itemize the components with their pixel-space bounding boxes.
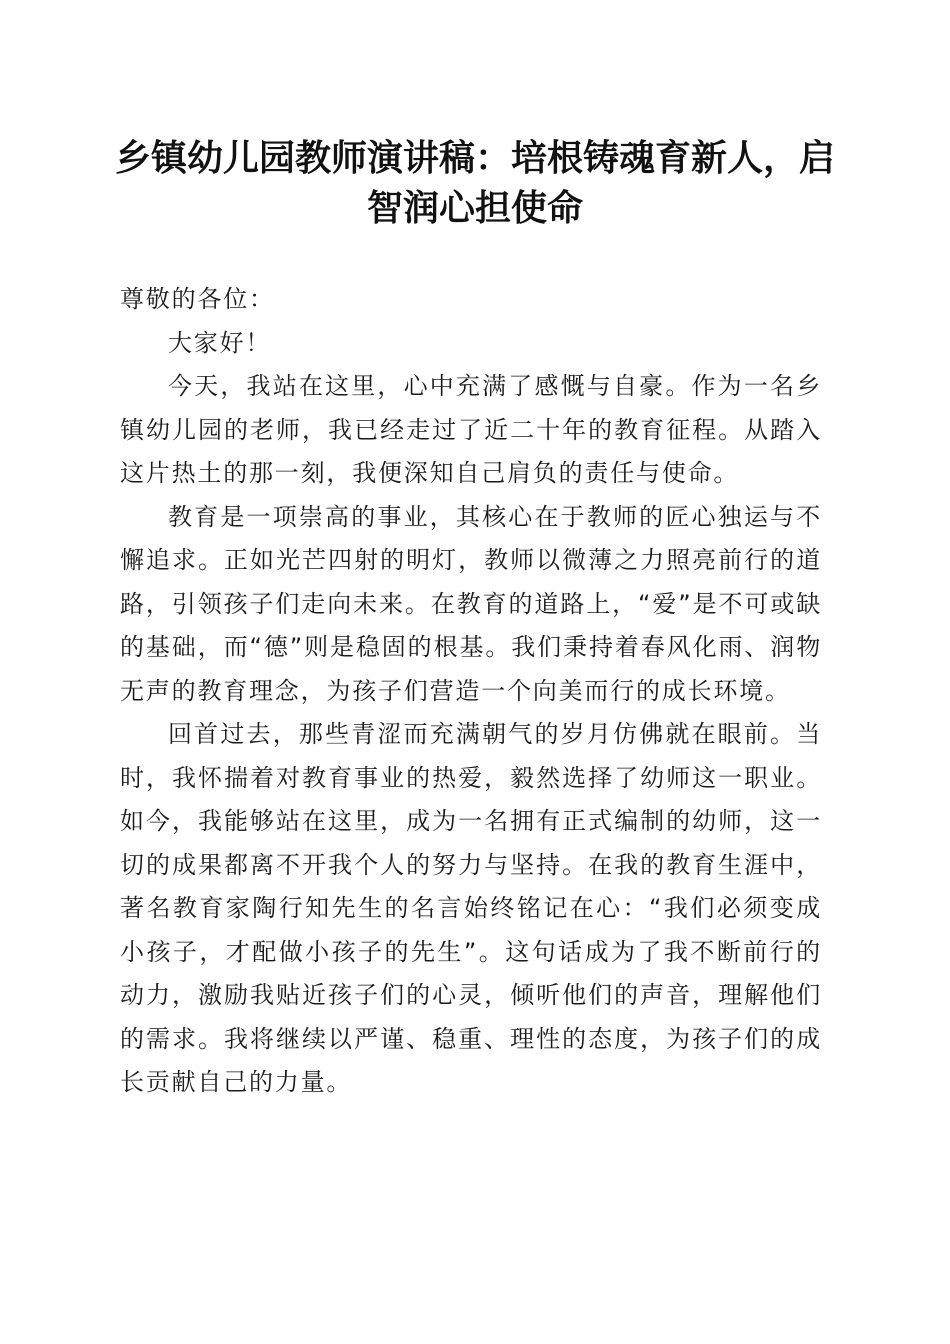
paragraph: 教育是一项崇高的事业，其核心在于教师的匠心独运与不懈追求。正如光芒四射的明灯，教师以微薄之力照亮前行的道路，引领孩子们走向未来。在教育的道路上，“爱”是不可或缺的基础，而“德”则是稳固的根基。我们秉持着春风化雨、润物无声的教育理念，为孩子们营造一个向美而行的成长环境。 xyxy=(120,502,822,705)
document-body xyxy=(120,278,822,1105)
paragraph: 今天，我站在这里，心中充满了感慨与自豪。作为一名乡镇幼儿园的老师，我已经走过了近二十年的教育征程。从踏入这片热土的那一刻，我便深知自己肩负的责任与使命。 xyxy=(120,372,822,487)
document-title: 乡镇幼儿园教师演讲稿：培根铸魂育新人，启智润心担使命 xyxy=(114,137,835,229)
paragraph: 回首过去，那些青涩而充满朝气的岁月仿佛就在眼前。当时，我怀揣着对教育事业的热爱，毅然选择了幼师这一职业。如今，我能够站在这里，成为一名拥有正式编制的幼师，这一切的成果都离不开我个人的努力与坚持。在我的教育生涯中，著名教育家陶行知先生的名言始终铭记在心：“我们必须变成小孩子，才配做小孩子的先生”。这句话成为了我不断前行的动力，激励我贴近孩子们的心灵，倾听他们的声音，理解他们的需求。我将继续以严谨、稳重、理性的态度，为孩子们的成长贡献自己的力量。 xyxy=(120,720,822,1096)
greeting: 大家好！ xyxy=(168,328,272,357)
salutation: 尊敬的各位： xyxy=(120,285,275,313)
